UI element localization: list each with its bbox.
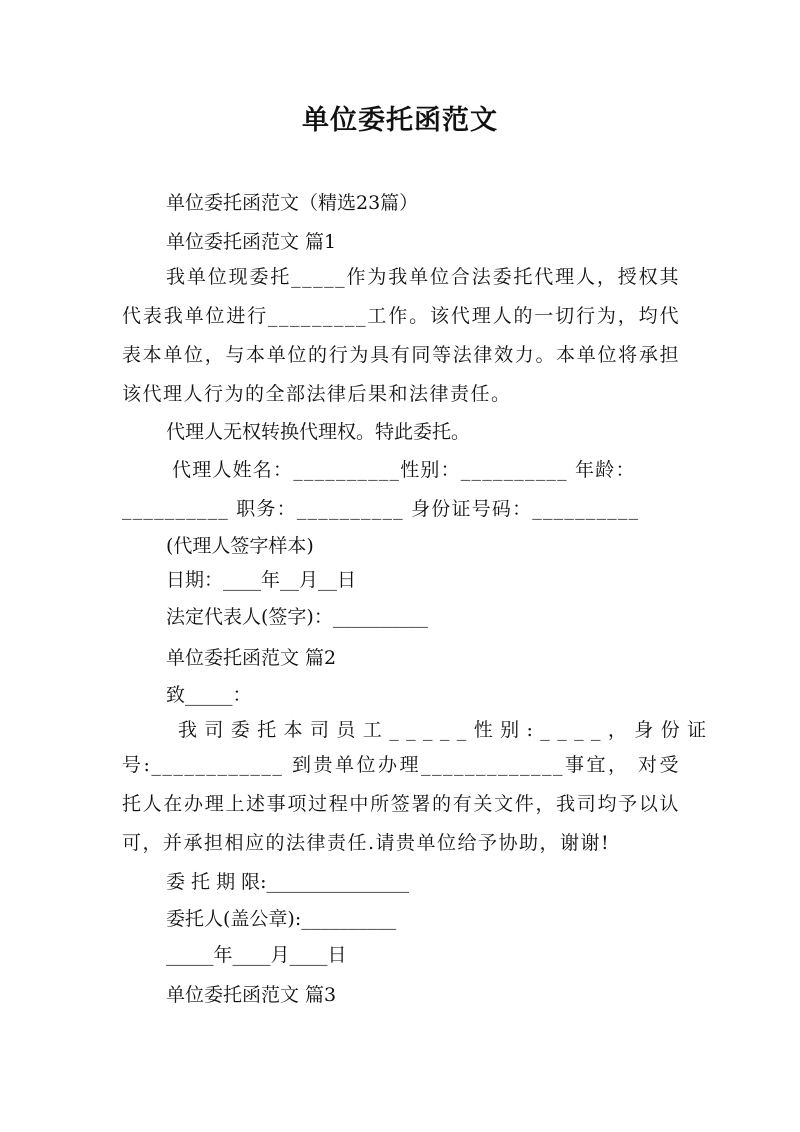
principal-seal: 委托人(盖公章):__________	[166, 908, 397, 930]
page-title: 单位委托函范文	[302, 105, 498, 136]
salutation: 致_____：	[166, 684, 252, 706]
section-2-body-line-1: 我司委托本司员工_____性别:____，身份证	[178, 719, 714, 741]
section-2-heading: 单位委托函范文 篇2	[166, 647, 337, 669]
no-transfer-statement: 代理人无权转换代理权。特此委托。	[166, 421, 471, 443]
section-1-body: 我单位现委托_____作为我单位合法委托代理人，授权其代表我单位进行_________工作。该代理人的一切行为，均代表本单位，与本单位的行为具有同等法律效力。本单位将承担该代理人行为的全部法律后果和法律责任。	[122, 266, 680, 405]
signature-sample: (代理人签字样本)	[166, 535, 314, 557]
section-1-date: 日期：____年__月__日	[166, 569, 357, 591]
section-1-heading: 单位委托函范文 篇1	[166, 231, 337, 253]
agent-fields-line-2: __________ 职务：__________ 身份证号码：__________	[122, 498, 640, 520]
section-2-body-rest: 号:____________ 到贵单位办理_____________事宜， 对受托人在办理上述事项过程中所签署的有关文件，我司均予以认可，并承担相应的法律责任.请贵单位给予协助，谢谢!	[122, 754, 680, 854]
legal-representative: 法定代表人(签字)：__________	[166, 606, 428, 628]
entrust-period: 委 托 期 限:_______________	[166, 871, 410, 893]
section-2-date: _____年____月____日	[166, 944, 347, 966]
agent-fields-line-1: 代理人姓名：__________性别：__________ 年龄：	[172, 459, 636, 481]
section-3-heading: 单位委托函范文 篇3	[166, 984, 337, 1006]
subtitle: 单位委托函范文（精选23篇）	[166, 192, 419, 214]
